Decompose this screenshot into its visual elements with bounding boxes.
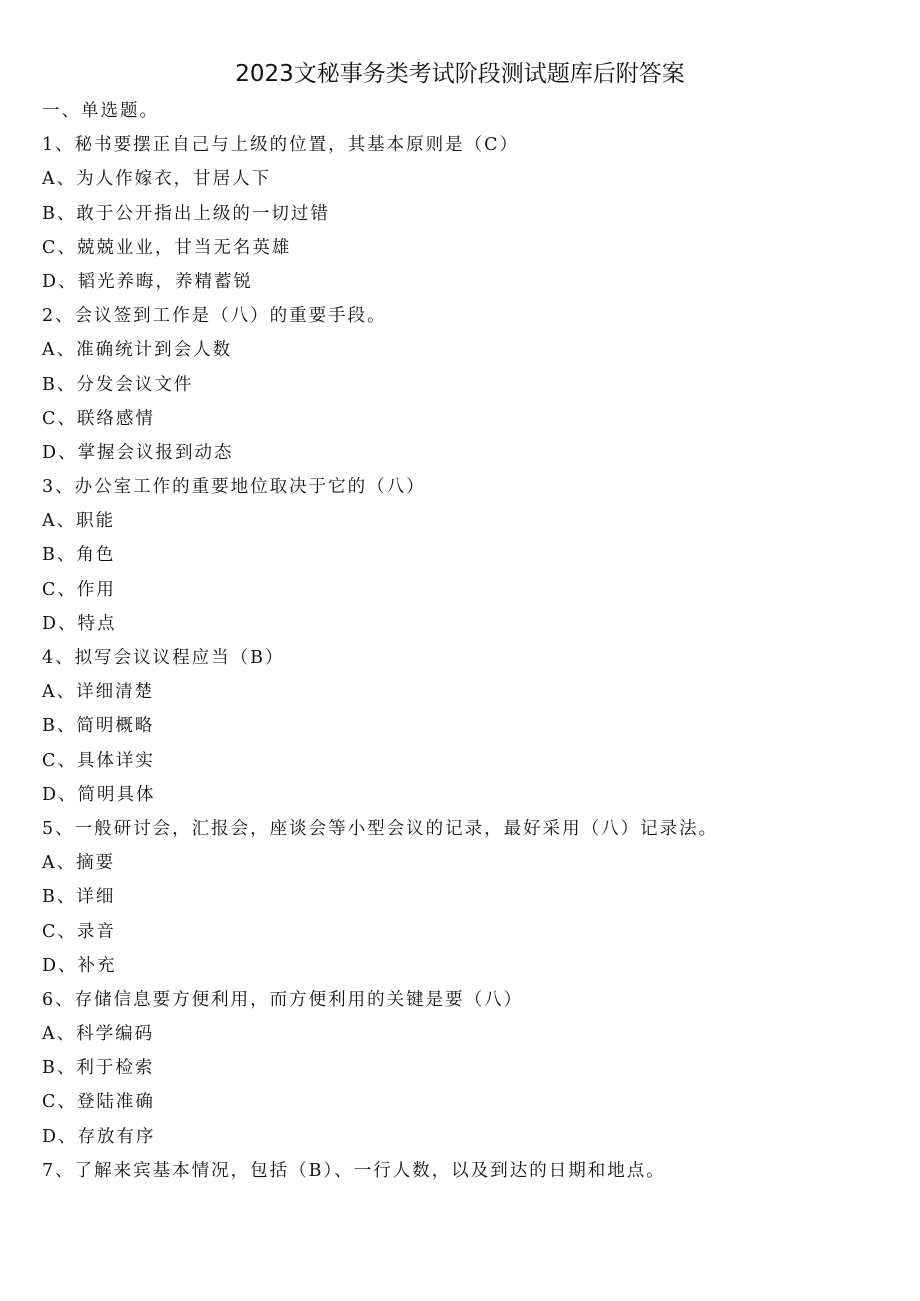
question-4-option-c: C、具体详实 — [42, 750, 155, 771]
question-3-option-a: A、职能 — [42, 511, 116, 532]
question-4-option-d: D、简明具体 — [42, 784, 156, 805]
question-5: 5、一般研讨会，汇报会，座谈会等小型会议的记录，最好采用（八）记录法。 — [42, 818, 719, 839]
question-4-option-b: B、简明概略 — [42, 716, 155, 737]
question-6-option-c: C、登陆准确 — [42, 1092, 155, 1113]
question-2-option-b: B、分发会议文件 — [42, 374, 194, 395]
question-5-option-a: A、摘要 — [42, 853, 116, 874]
question-5-option-b: B、详细 — [42, 887, 116, 908]
question-5-option-c: C、录音 — [42, 921, 116, 942]
question-2-option-a: A、准确统计到会人数 — [42, 340, 233, 361]
question-7: 7、了解来宾基本情况，包括（B）、一行人数，以及到达的日期和地点。 — [42, 1160, 666, 1181]
question-3-option-d: D、特点 — [42, 613, 117, 634]
question-5-option-d: D、补充 — [42, 955, 117, 976]
question-1-option-b: B、敢于公开指出上级的一切过错 — [42, 203, 330, 224]
question-2-option-c: C、联络感情 — [42, 408, 155, 429]
document-title: 2023文秘事务类考试阶段测试题库后附答案 — [235, 61, 685, 87]
question-2-option-d: D、掌握会议报到动态 — [42, 442, 234, 463]
question-6-option-a: A、科学编码 — [42, 1024, 155, 1045]
question-3-option-c: C、作用 — [42, 579, 116, 600]
question-6-option-d: D、存放有序 — [42, 1126, 156, 1147]
question-2: 2、会议签到工作是（八）的重要手段。 — [42, 306, 387, 327]
question-4: 4、拟写会议议程应当（B） — [42, 648, 285, 668]
question-1-option-c: C、兢兢业业，甘当无名英雄 — [42, 237, 292, 258]
section-heading: 一、单选题。 — [42, 101, 159, 121]
question-3-option-b: B、角色 — [42, 545, 116, 566]
question-6: 6、存储信息要方便利用，而方便利用的关键是要（八） — [42, 989, 524, 1010]
question-1: 1、秘书要摆正自己与上级的位置，其基本原则是（C） — [42, 135, 520, 156]
question-4-option-a: A、详细清楚 — [42, 682, 155, 703]
question-1-option-d: D、韬光养晦，养精蓄锐 — [42, 271, 254, 292]
question-6-option-b: B、利于检索 — [42, 1058, 155, 1079]
document-body — [42, 94, 902, 1188]
question-1-option-a: A、为人作嫁衣，甘居人下 — [42, 169, 272, 190]
question-3: 3、办公室工作的重要地位取决于它的（八） — [42, 477, 426, 498]
